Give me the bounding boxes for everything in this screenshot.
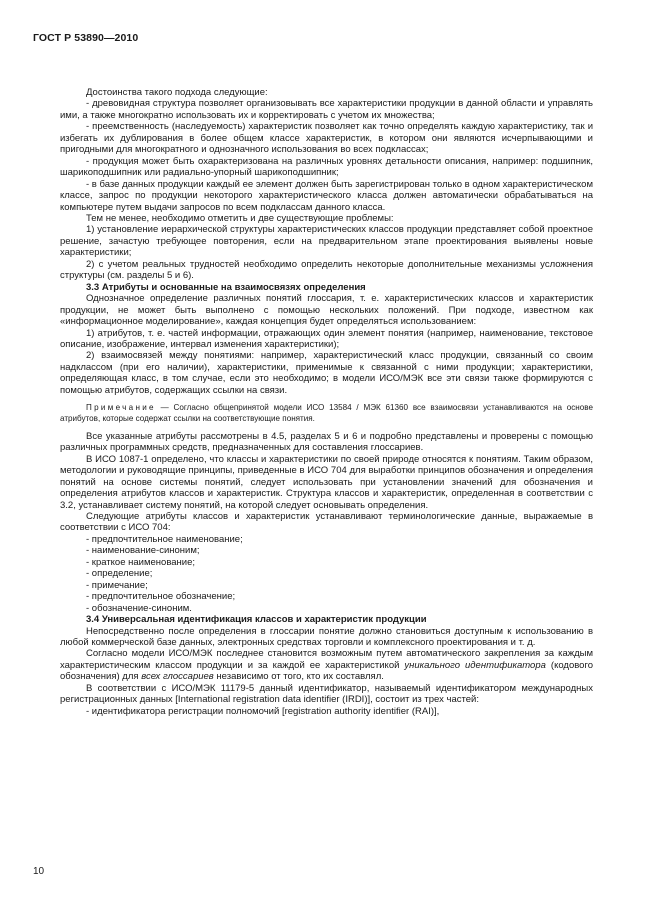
section-heading-3-3: 3.3 Атрибуты и основанные на взаимосвязях определения (86, 281, 366, 293)
text-run: независимо от того, кто их составлял. (213, 671, 384, 683)
document-header: ГОСТ Р 53890—2010 (33, 32, 139, 44)
text-run: Согласно модели ИСО/МЭК последнее становится возможным путем автоматического закрепления за каждым характеристическим классом продукции и за каждой ее характеристикой (60, 648, 593, 671)
list-item: - примечание; (86, 579, 148, 591)
note-text: — Согласно общепринятой модели ИСО 13584 / МЭК 61360 все взаимосвязи устанавливаются на основе атрибутов, которые содержат ссылки на соответствующие понятия. (60, 403, 593, 423)
paragraph: - продукция может быть охарактеризована на различных уровнях детальности описания, например: подшипник, шарикоподшипник или радиально-упорный шарикоподшипник; (60, 155, 593, 179)
paragraph: Все указанные атрибуты рассмотрены в 4.5, разделах 5 и 6 и подробно представлены и проверены с помощью различных программных средств, предназначенных для составления глоссариев. (60, 430, 593, 454)
paragraph: В соответствии с ИСО/МЭК 11179-5 данный идентификатор, называемый идентификатором международных регистрационных данных [International registration data identifier (IRDI)], состоит из трех частей: (60, 682, 593, 706)
emphasis: всех глоссариев (141, 671, 214, 683)
list-item: - предпочтительное наименование; (86, 533, 243, 545)
paragraph: 1) атрибутов, т. е. частей информации, отражающих один элемент понятия (например, наименование, текстовое описание, изображение, интервал изменения характеристики); (60, 327, 593, 350)
paragraph: Достоинства такого подхода следующие: (86, 87, 268, 98)
section-heading-3-4: 3.4 Универсальная идентификация классов и характеристик продукции (86, 614, 427, 626)
list-item: - обозначение-синоним. (86, 602, 192, 614)
text-run: (кодового обозначения) для (60, 659, 593, 683)
paragraph: 2) взаимосвязей между понятиями: например, характеристический класс продукции, связанный со своим надклассом (при его наличии), характеристики, применимые к связанной с ними продукции; характеристики, определяющая класс, в том случае, если это необходимо; в модели ИСО/МЭК все эти связи также формируются с помощью атрибутов, содержащих ссылки на связи. (60, 350, 593, 396)
paragraph (60, 648, 593, 682)
paragraph: Непосредственно после определения в глоссарии понятие должно становиться доступным к использованию в любой коммерческой базе данных, электронных средствах торговли и комплексного проектирования и т. д. (60, 625, 593, 648)
emphasis: уникального идентификатора (404, 659, 546, 671)
paragraph: - древовидная структура позволяет организовывать все характеристики продукции в данной области и управлять ими, а также многократно использовать их и корректировать с учетом их множества; (60, 98, 593, 121)
paragraph: - в базе данных продукции каждый ее элемент должен быть зарегистрирован только в одном характеристическом классе, запрос по продукции некоторого характеристического класса должен автоматически обрабатываться на компьютере путем выдачи запросов по всем подклассам данного класса. (60, 178, 593, 213)
paragraph: Следующие атрибуты классов и характеристик устанавливают терминологические данные, выражаемые в соответствии с ИСО 704: (60, 511, 593, 534)
paragraph: Однозначное определение различных понятий глоссария, т. е. характеристических классов и характеристик продукции, не может быть выполнено с помощью нескольких положений. При подходе, известном как «информационное моделирование», каждая концепция будет определяться использованием: (60, 293, 593, 328)
page-number: 10 (33, 866, 45, 877)
paragraph: В ИСО 1087-1 определено, что классы и характеристики по своей природе относятся к понятиям. Таким образом, методологии и руководящие принципы, приведенные в ИСО 704 для выработки принципов обозначения и определения понятий на основе системы понятий, следует использовать при установлении значений для обозначения и определения атрибутов классов и характеристик. Структура классов и характеристик, определенная в соответствии с 3.2, устанавливает систему понятий, на которой следует основывать определения. (60, 453, 593, 511)
list-item: - краткое наименование; (86, 556, 196, 568)
paragraph: Тем не менее, необходимо отметить и две существующие проблемы: (86, 212, 394, 224)
paragraph: - преемственность (наследуемость) характеристик позволяет как точно определять каждую характеристику, так и избегать их дублирования в более общем классе характеристик, в котором они являются исчерпывающими и пригодными для многократного и однозначного использования во всех подклассах; (60, 121, 593, 156)
page-body (60, 87, 593, 717)
paragraph: 2) с учетом реальных трудностей необходимо определить некоторые дополнительные механизмы усложнения структуры (см. разделы 5 и 6). (60, 258, 593, 282)
paragraph: - идентификатора регистрации полномочий [registration authority identifier (RAI)], (86, 705, 440, 717)
paragraph: 1) установление иерархической структуры характеристических классов продукции представляет собой проектное решение, зачастую требующее повторения, если на предварительном этапе проектирования выявлены новые характеристики; (60, 224, 593, 259)
note (60, 403, 593, 424)
list-item: - определение; (86, 568, 153, 580)
list-item: - наименование-синоним; (86, 545, 200, 557)
list-item: - предпочтительное обозначение; (86, 591, 236, 603)
note-label: Примечание (86, 403, 156, 413)
